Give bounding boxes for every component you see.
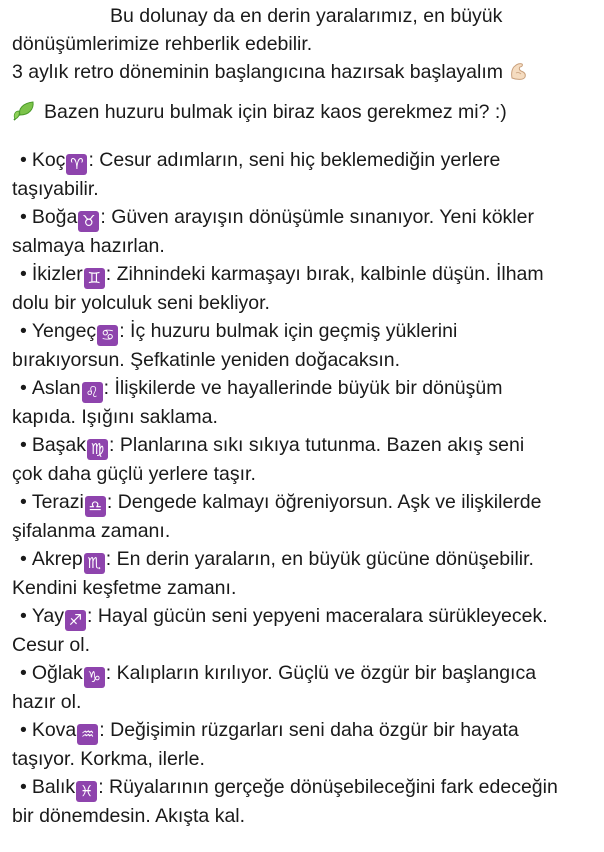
sign-first-line	[12, 203, 604, 232]
sign-text-line-2: kapıda. Işığını saklama.	[12, 406, 218, 428]
sign-name: Oğlak	[31, 662, 83, 684]
sign-text-line-2: taşıyor. Korkma, ilerle.	[12, 748, 205, 770]
scorpio-icon: ♏	[84, 553, 105, 574]
sign-first-line	[12, 716, 604, 745]
bullet: •	[20, 491, 27, 513]
sign-text-line-1: : İlişkilerde ve hayallerinde büyük bir dönüşüm	[103, 377, 503, 399]
sign-text-line-1: : Rüyalarının gerçeğe dönüşebileceğini fark edeceğin	[98, 776, 558, 798]
sign-first-line	[12, 773, 604, 802]
sign-name: Koç	[31, 149, 66, 171]
sign-name: İkizler	[31, 263, 83, 285]
bullet: •	[20, 662, 27, 684]
bullet: •	[20, 548, 27, 570]
sign-name: Yay	[31, 605, 64, 627]
sign-name: Balık	[31, 776, 76, 798]
sign-first-line	[12, 545, 604, 574]
bullet: •	[20, 605, 27, 627]
intro-paragraph	[12, 2, 604, 86]
intro-line-3	[12, 58, 604, 86]
sign-text-line-2: bırakıyorsun. Şefkatinle yeniden doğacaksın.	[12, 349, 401, 371]
tagline	[12, 98, 604, 126]
sign-text-line-1: : Planlarına sıkı sıkıya tutunma. Bazen akış seni	[109, 434, 525, 456]
sign-text-line-2: hazır ol.	[12, 691, 82, 713]
pisces-icon: ♓	[76, 781, 97, 802]
list-item	[12, 317, 604, 374]
sign-text-line-1: : Hayal gücün seni yepyeni maceralara sürükleyecek.	[86, 605, 548, 627]
libra-icon: ♎	[85, 496, 106, 517]
list-item	[12, 716, 604, 773]
intro-line-3-text: 3 aylık retro döneminin başlangıcına hazırsak başlayalım	[12, 61, 504, 83]
virgo-icon: ♍	[87, 439, 108, 460]
list-item	[12, 659, 604, 716]
taurus-icon: ♉	[78, 211, 99, 232]
sign-text-line-2: bir dönemdesin. Akışta kal.	[12, 805, 246, 827]
sign-first-line	[12, 488, 604, 517]
bullet: •	[20, 206, 27, 228]
bullet: •	[20, 719, 27, 741]
sign-name: Boğa	[31, 206, 78, 228]
list-item	[12, 488, 604, 545]
aquarius-icon: ♒	[77, 724, 98, 745]
sign-text-line-1: : Kalıpların kırılıyor. Güçlü ve özgür bir başlangıca	[105, 662, 537, 684]
sagittarius-icon: ♐	[65, 610, 86, 631]
flexed-biceps-icon	[509, 61, 527, 81]
sign-text-line-1: : Güven arayışın dönüşümle sınanıyor. Yeni kökler	[100, 206, 534, 228]
list-item	[12, 260, 604, 317]
zodiac-sign-list	[12, 146, 604, 830]
list-item	[12, 203, 604, 260]
sign-text-line-1: : Değişimin rüzgarları seni daha özgür bir hayata	[99, 719, 519, 741]
gemini-icon: ♊	[84, 268, 105, 289]
list-item	[12, 602, 604, 659]
sign-text-line-1: : Zihnindeki karmaşayı bırak, kalbinle düşün. İlham	[105, 263, 544, 285]
list-item	[12, 545, 604, 602]
leo-icon: ♌	[82, 382, 103, 403]
list-item	[12, 146, 604, 203]
sign-first-line	[12, 260, 604, 289]
sign-first-line	[12, 317, 604, 346]
intro-line-2: dönüşümlerimize rehberlik edebilir.	[12, 33, 313, 55]
sign-text-line-1: : İç huzuru bulmak için geçmiş yüklerini	[119, 320, 458, 342]
bullet: •	[20, 377, 27, 399]
sign-name: Akrep	[31, 548, 83, 570]
sign-name: Terazi	[31, 491, 84, 513]
list-item	[12, 431, 604, 488]
sign-first-line	[12, 659, 604, 688]
sign-name: Kova	[31, 719, 77, 741]
sign-name: Başak	[31, 434, 87, 456]
bullet: •	[20, 776, 27, 798]
bullet: •	[20, 434, 27, 456]
sign-name: Aslan	[31, 377, 81, 399]
sign-text-line-2: salmaya hazırlan.	[12, 235, 165, 257]
herb-leaf-icon	[12, 100, 36, 122]
bullet: •	[20, 263, 27, 285]
list-item	[12, 773, 604, 830]
bullet: •	[20, 320, 27, 342]
sign-first-line	[12, 602, 604, 631]
capricorn-icon: ♑	[84, 667, 105, 688]
sign-first-line	[12, 374, 604, 403]
sign-text-line-2: çok daha güçlü yerlere taşır.	[12, 463, 256, 485]
bullet: •	[20, 149, 27, 171]
sign-name: Yengeç	[31, 320, 97, 342]
sign-text-line-2: dolu bir yolculuk seni bekliyor.	[12, 292, 270, 314]
sign-first-line	[12, 431, 604, 460]
aries-icon: ♈	[66, 154, 87, 175]
tagline-text: Bazen huzuru bulmak için biraz kaos gerekmez mi? :)	[44, 101, 507, 123]
cancer-icon: ♋	[97, 325, 118, 346]
sign-text-line-2: şifalanma zamanı.	[12, 520, 171, 542]
sign-text-line-1: : Cesur adımların, seni hiç beklemediğin yerlere	[88, 149, 501, 171]
sign-text-line-1: : En derin yaraların, en büyük gücüne dönüşebilir.	[105, 548, 534, 570]
sign-text-line-2: Kendini keşfetme zamanı.	[12, 577, 237, 599]
sign-text-line-2: Cesur ol.	[12, 634, 91, 656]
list-item	[12, 374, 604, 431]
sign-text-line-1: : Dengede kalmayı öğreniyorsun. Aşk ve ilişkilerde	[106, 491, 542, 513]
intro-line-1: Bu dolunay da en derin yaralarımız, en büyük	[110, 5, 503, 27]
sign-text-line-2: taşıyabilir.	[12, 178, 99, 200]
sign-first-line	[12, 146, 604, 175]
